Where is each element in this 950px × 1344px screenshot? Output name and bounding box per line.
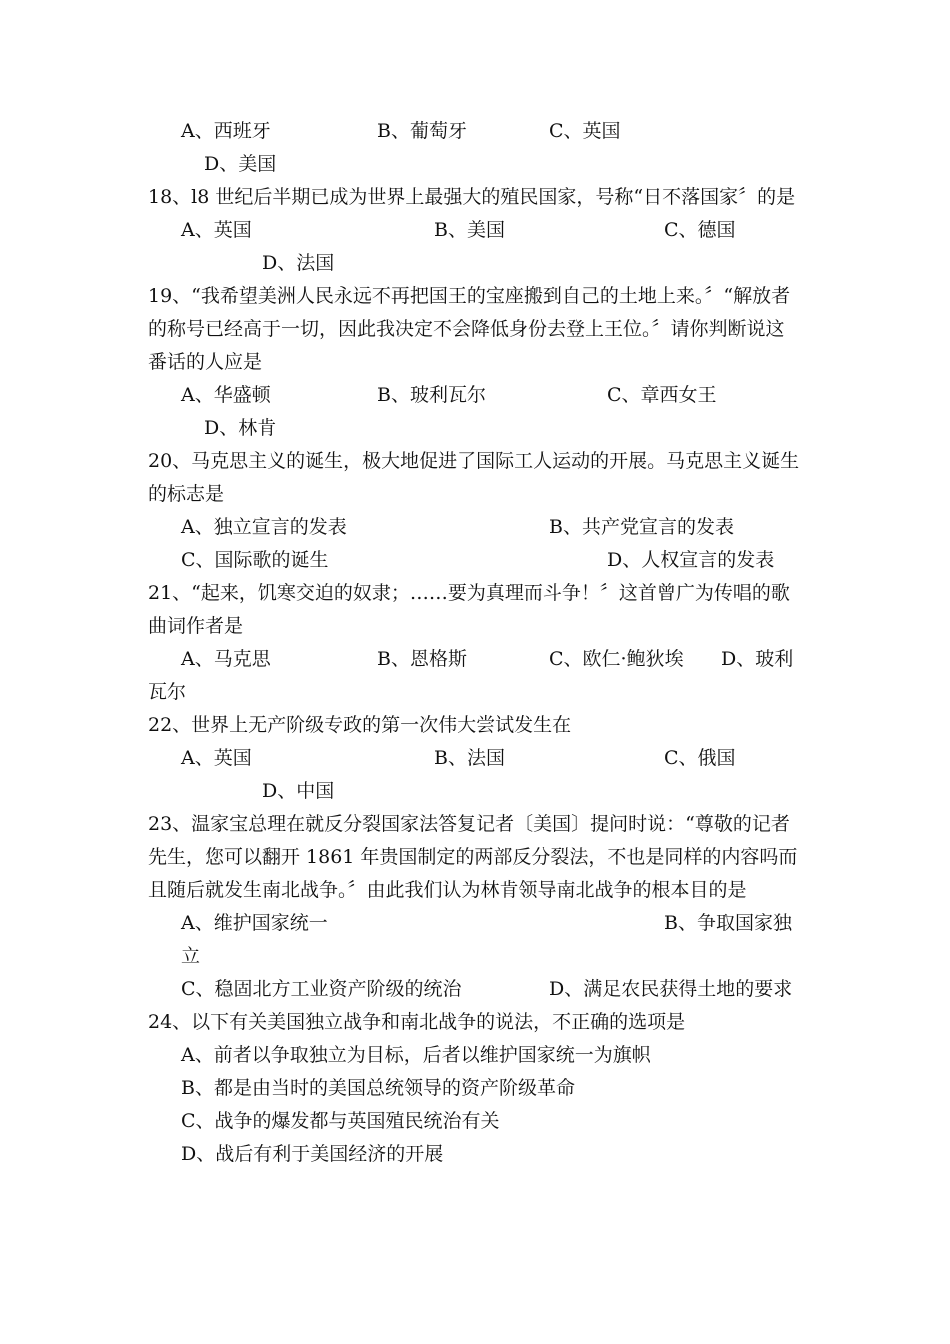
q23-option-a: A、维护国家统一: [181, 912, 328, 934]
q19-stem-line-2: 的称号已经高于一切，因此我决定不会降低身份去登上王位。〞请你判断说这: [148, 318, 785, 340]
q18-option-d: D、法国: [262, 252, 335, 274]
q20-stem-line-2: 的标志是: [148, 483, 225, 505]
q24-stem: 24、以下有关美国独立战争和南北战争的说法，不正确的选项是: [148, 1011, 686, 1033]
q21-option-c: C、欧仁·鲍狄埃: [549, 648, 684, 670]
q23-stem-line-1: 23、温家宝总理在就反分裂国家法答复记者〔美国〕提问时说：“尊敬的记者: [148, 813, 790, 835]
q20-stem-line-1: 20、马克思主义的诞生，极大地促进了国际工人运动的开展。马克思主义诞生: [148, 450, 800, 472]
q24-option-b: B、都是由当时的美国总统领导的资产阶级革命: [181, 1077, 575, 1099]
q24-option-c: C、战争的爆发都与英国殖民统治有关: [181, 1110, 500, 1132]
q21-option-a: A、马克思: [181, 648, 271, 670]
q24-option-d: D、战后有利于美国经济的开展: [181, 1143, 444, 1165]
q21-option-b: B、恩格斯: [377, 648, 467, 670]
q23-stem-line-2: 先生，您可以翻开 1861 年贵国制定的两部反分裂法，不也是同样的内容吗而: [148, 846, 798, 868]
q20-option-c: C、国际歌的诞生: [181, 549, 329, 571]
q22-option-d: D、中国: [262, 780, 335, 802]
q22-option-b: B、法国: [434, 747, 505, 769]
q19-option-d: D、林肯: [204, 417, 277, 439]
q17-option-a: A、西班牙: [181, 120, 271, 142]
q20-option-d: D、人权宣言的发表: [607, 549, 775, 571]
q21-stem-line-2: 曲词作者是: [148, 615, 244, 637]
q20-option-b: B、共产党宣言的发表: [549, 516, 734, 538]
q23-option-b: B、争取国家独: [664, 912, 792, 934]
q18-option-c: C、德国: [664, 219, 736, 241]
q23-option-d: D、满足农民获得土地的要求: [549, 978, 793, 1000]
q17-option-d: D、美国: [204, 153, 277, 175]
q17-option-c: C、英国: [549, 120, 621, 142]
q21-stem-line-1: 21、“起来，饥寒交迫的奴隶；……要为真理而斗争！〞这首曾广为传唱的歌: [148, 582, 790, 604]
q24-option-a: A、前者以争取独立为目标，后者以维护国家统一为旗帜: [181, 1044, 651, 1066]
q21-option-d: D、玻利: [721, 648, 794, 670]
q19-stem-line-1: 19、“我希望美洲人民永远不再把国王的宝座搬到自己的土地上来。〞“解放者: [148, 285, 791, 307]
q23-option-c: C、稳固北方工业资产阶级的统治: [181, 978, 462, 1000]
q23-option-b-wrap: 立: [181, 945, 201, 967]
q23-stem-line-3: 且随后就发生南北战争。〞由此我们认为林肯领导南北战争的根本目的是: [148, 879, 747, 901]
q17-option-b: B、葡萄牙: [377, 120, 467, 142]
q19-stem-line-3: 番话的人应是: [148, 351, 263, 373]
q22-stem: 22、世界上无产阶级专政的第一次伟大尝试发生在: [148, 714, 572, 736]
q19-option-c: C、章西女王: [607, 384, 717, 406]
q19-option-b: B、玻利瓦尔: [377, 384, 486, 406]
q18-option-a: A、英国: [181, 219, 252, 241]
q18-option-b: B、美国: [434, 219, 505, 241]
q22-option-c: C、俄国: [664, 747, 736, 769]
q22-option-a: A、英国: [181, 747, 252, 769]
q20-option-a: A、独立宣言的发表: [181, 516, 347, 538]
q21-option-d-wrap: 瓦尔: [148, 681, 187, 703]
q18-stem: 18、l8 世纪后半期已成为世界上最强大的殖民国家，号称“日不落国家〞的是: [148, 186, 796, 208]
q19-option-a: A、华盛顿: [181, 384, 271, 406]
